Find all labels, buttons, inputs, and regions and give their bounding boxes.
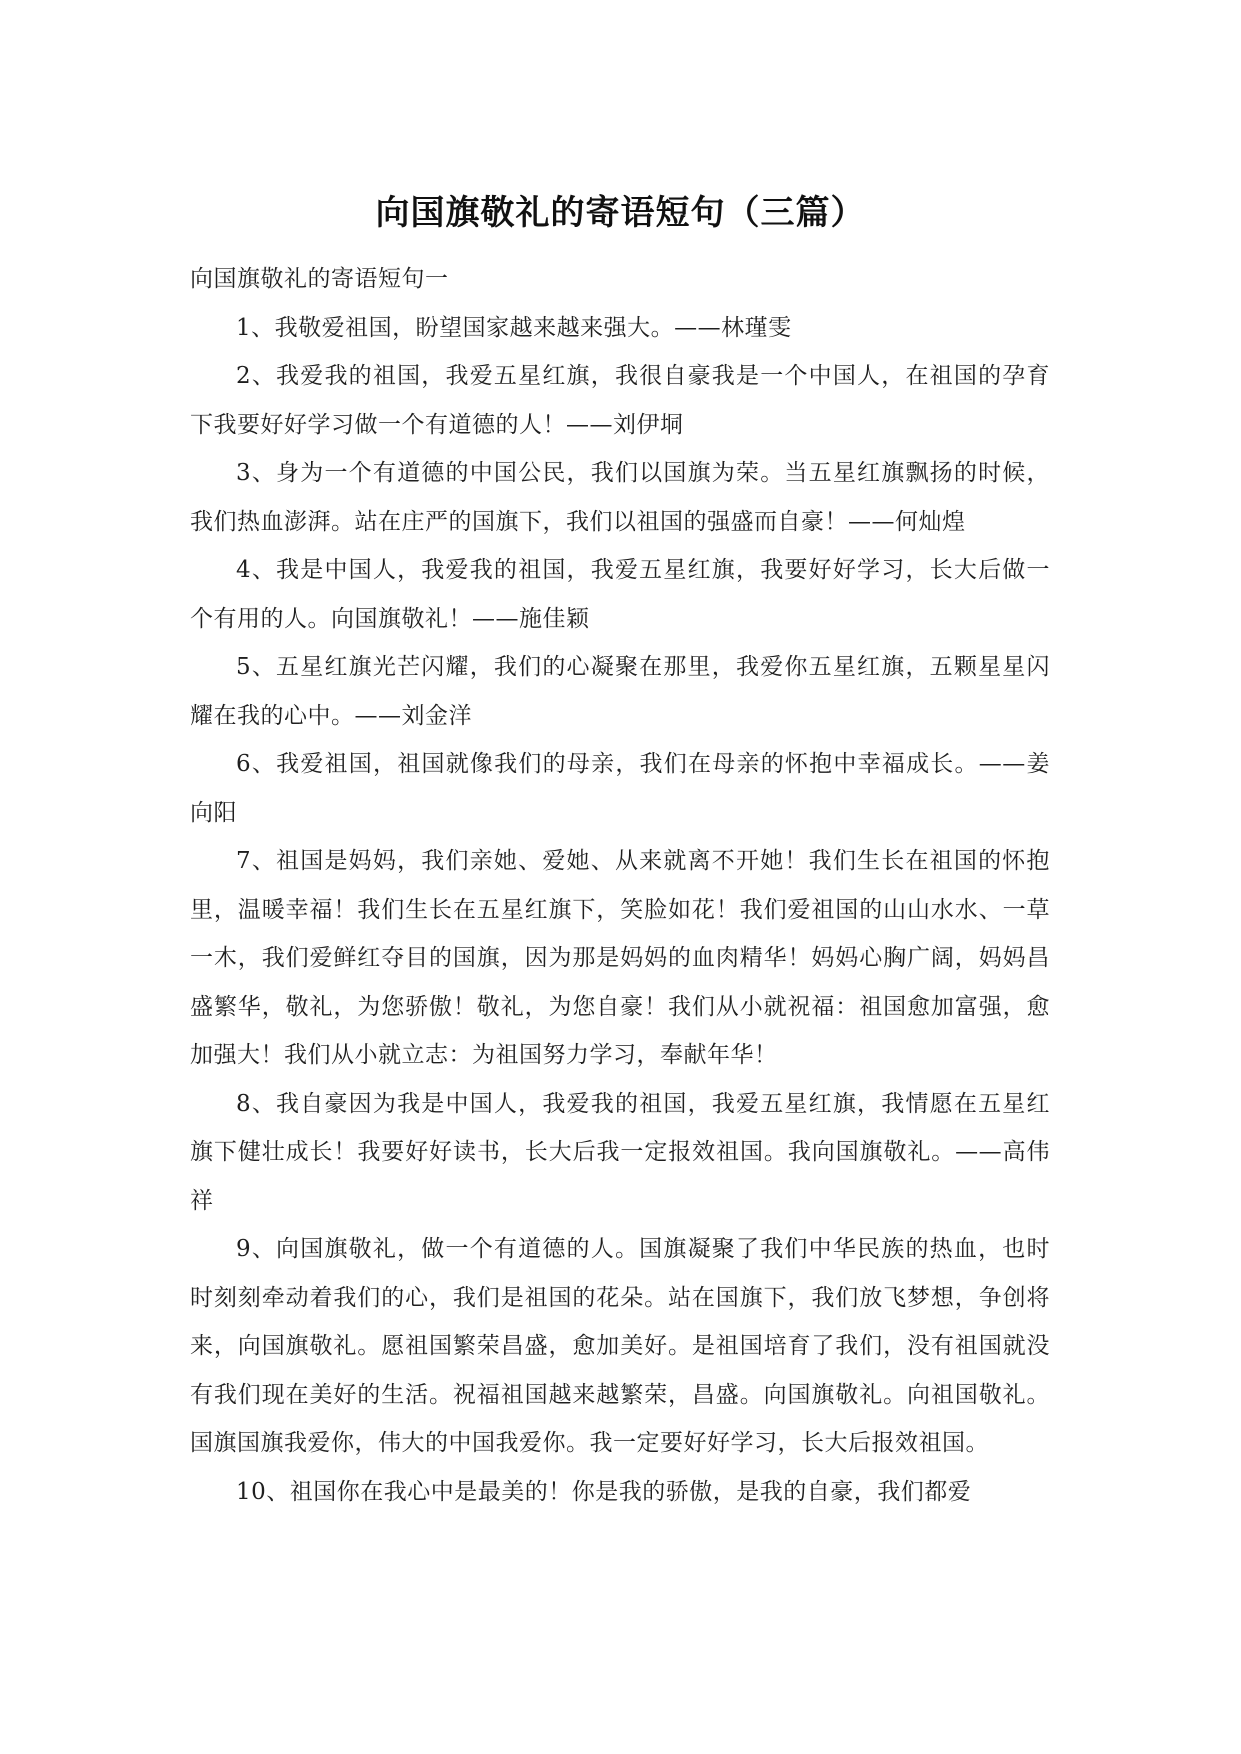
paragraph-1: 1、我敬爱祖国，盼望国家越来越来强大。——林瑾雯 [236,314,792,341]
paragraph-10: 10、祖国你在我心中是最美的！你是我的骄傲，是我的自豪，我们都爱 [236,1478,972,1505]
paragraph-7: 7、祖国是妈妈，我们亲她、爱她、从来就离不开她！我们生长在祖国的怀抱里，温暖幸福！我们生长在五星红旗下，笑脸如花！我们爱祖国的山山水水、一草一木，我们爱鲜红夺目的国旗，因为那是妈妈的血肉精华！妈妈心胸广阔，妈妈昌盛繁华，敬礼，为您骄傲！敬礼，为您自豪！我们从小就祝福：祖国愈加富强，愈加强大！我们从小就立志：为祖国努力学习，奉献年华！ [190,848,1050,1068]
document-title: 向国旗敬礼的寄语短句（三篇） [375,193,866,233]
paragraph-9: 9、向国旗敬礼，做一个有道德的人。国旗凝聚了我们中华民族的热血，也时时刻刻牵动着我们的心，我们是祖国的花朵。站在国旗下，我们放飞梦想，争创将来，向国旗敬礼。愿祖国繁荣昌盛，愈加美好。是祖国培育了我们，没有祖国就没有我们现在美好的生活。祝福祖国越来越繁荣，昌盛。向国旗敬礼。向祖国敬礼。国旗国旗我爱你，伟大的中国我爱你。我一定要好好学习，长大后报效祖国。 [190,1236,1050,1456]
paragraph-4: 4、我是中国人，我爱我的祖国，我爱五星红旗，我要好好学习，长大后做一个有用的人。向国旗敬礼！——施佳颖 [190,557,1050,632]
paragraph-8: 8、我自豪因为我是中国人，我爱我的祖国，我爱五星红旗，我情愿在五星红旗下健壮成长！我要好好读书，长大后我一定报效祖国。我向国旗敬礼。——高伟祥 [190,1090,1050,1214]
document-body [190,255,1050,1516]
paragraph-3: 3、身为一个有道德的中国公民，我们以国旗为荣。当五星红旗飘扬的时候，我们热血澎湃。站在庄严的国旗下，我们以祖国的强盛而自豪！——何灿煌 [190,460,1050,535]
paragraph-6: 6、我爱祖国，祖国就像我们的母亲，我们在母亲的怀抱中幸福成长。——姜向阳 [190,751,1050,826]
paragraph-5: 5、五星红旗光芒闪耀，我们的心凝聚在那里，我爱你五星红旗，五颗星星闪耀在我的心中。——刘金洋 [190,654,1050,729]
section-heading: 向国旗敬礼的寄语短句一 [190,266,449,292]
paragraph-2: 2、我爱我的祖国，我爱五星红旗，我很自豪我是一个中国人，在祖国的孕育下我要好好学习做一个有道德的人！——刘伊垌 [190,363,1050,438]
